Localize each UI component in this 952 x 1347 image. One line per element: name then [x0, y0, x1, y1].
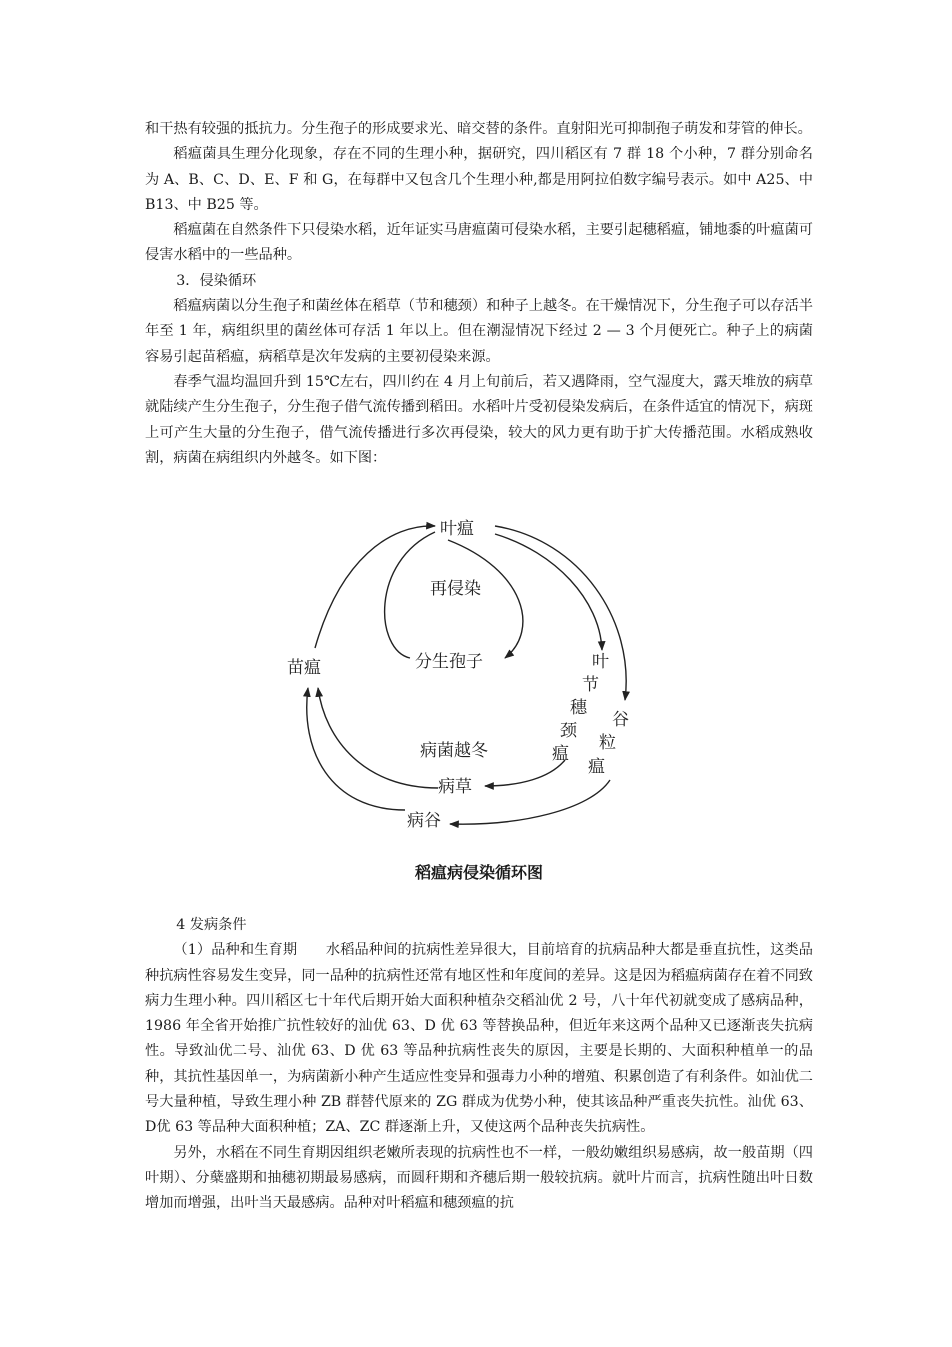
paragraph: 稻瘟病菌以分生孢子和菌丝体在稻草（节和穗颈）和种子上越冬。在干燥情况下，分生孢子可以存活半年至 1 年，病组织里的菌丝体可存活 1 年以上。但在潮湿情况下经过 2 — 3 个月便死亡。种子上的病菌容易引起苗稻瘟，病稻草是次年发病的主要初侵染来源。	[145, 298, 813, 365]
section-heading: 3．侵染循环	[176, 272, 257, 289]
arrow-leaf-to-conidia	[385, 532, 435, 658]
section-heading: 4 发病条件	[176, 917, 247, 933]
paragraph: 稻瘟菌在自然条件下只侵染水稻，近年证实马唐瘟菌可侵染水稻，主要引起穗稻瘟，铺地黍的叶瘟菌可侵害水稻中的一些品种。	[145, 222, 813, 264]
svg-text:颈: 颈	[560, 721, 577, 741]
svg-text:谷: 谷	[612, 710, 629, 730]
figure-caption: 稻瘟病侵染循环图	[414, 863, 543, 882]
text-block-top	[145, 117, 813, 471]
svg-text:节: 节	[582, 675, 599, 695]
paragraph: （1）品种和生育期 水稻品种间的抗病性差异很大，目前培育的抗病品种大都是垂直抗性，这类品种抗病性容易发生变异，同一品种的抗病性还常有地区性和年度间的差异。这是因为稻瘟病菌存在着不同致病力生理小种。四川稻区七十年代后期开始大面积种植杂交稻汕优 2 号，八十年代初就变成了感病品种，1986 年全省开始推广抗性较好的汕优 63、D 优 63 等替换品种，但近年来这两个品种又已逐渐丧失抗病性。导致汕优二号、汕优 63、D 优 63 等品种抗病性丧失的原因，主要是长期的、大面积种植单一的品种，其抗性基因单一，为病菌新小种产生适应性变异和强毒力小种的增殖、积累创造了有利条件。如汕优二号大量种植，导致生理小种 ZB 群替代原来的 ZG 群成为优势小种，使其该品种严重丧失抗性。汕优 63、D优 63 等品种大面积种植；ZA、ZC 群逐渐上升，又使这两个品种丧失抗病性。	[145, 942, 813, 1136]
svg-text:瘟: 瘟	[588, 757, 605, 777]
svg-text:叶: 叶	[592, 652, 609, 672]
label-diseased-straw: 病草	[438, 777, 472, 797]
arrow-leaf-to-grain	[495, 526, 626, 700]
arrow-straw-to-seedling	[318, 688, 438, 788]
svg-text:穗: 穗	[570, 698, 587, 718]
paragraph: 稻瘟菌具生理分化现象，存在不同的生理小种，据研究，四川稻区有 7 群 18 个小种，7 群分别命名为 A、B、C、D、E、F 和 G，在每群中又包含几个生理小种,都是用阿拉伯数字编号表示。如中 A25、中 B13、中 B25 等。	[145, 146, 813, 213]
paragraph: 春季气温均温回升到 15℃左右，四川约在 4 月上旬前后，若又遇降雨，空气湿度大，露天堆放的病草就陆续产生分生孢子，分生孢子借气流传播到稻田。水稻叶片受初侵染发病后，在条件适宜的情况下，病斑上可产生大量的分生孢子，借气流传播进行多次再侵染，较大的风力更有助于扩大传播范围。水稻成熟收割，病菌在病组织内外越冬。如下图：	[145, 373, 813, 466]
text-block-bottom	[145, 913, 813, 1217]
paragraph: 另外，水稻在不同生育期因组织老嫩所表现的抗病性也不一样，一般幼嫩组织易感病，故一般苗期（四叶期）、分蘖盛期和抽穗初期最易感病，而圆秆期和齐穗后期一般较抗病。就叶片而言，抗病性随出叶日数增加而增强，出叶当天最感病。品种对叶稻瘟和穗颈瘟的抗	[145, 1144, 813, 1212]
label-reinfection: 再侵染	[430, 579, 481, 599]
label-diseased-grain: 病谷	[407, 811, 441, 831]
label-conidia: 分生孢子	[415, 652, 483, 672]
label-overwinter: 病菌越冬	[420, 741, 488, 761]
label-leaf-blast: 叶瘟	[440, 519, 474, 539]
infection-cycle-diagram	[270, 510, 650, 840]
arrow-grain-to-diseased-grain	[450, 780, 610, 824]
arrow-reinfection	[448, 540, 523, 658]
arrow-seedling-to-leaf	[315, 526, 435, 648]
paragraph: 和干热有较强的抵抗力。分生孢子的形成要求光、暗交替的条件。直射阳光可抑制孢子萌发和芽管的伸长。	[145, 121, 812, 137]
label-seedling-blast: 苗瘟	[287, 658, 321, 678]
svg-text:粒: 粒	[599, 733, 616, 753]
arrow-leaf-to-neck	[495, 534, 602, 650]
label-grain-blast	[588, 710, 629, 777]
svg-text:瘟: 瘟	[552, 744, 569, 764]
infection-cycle-svg	[270, 510, 650, 840]
